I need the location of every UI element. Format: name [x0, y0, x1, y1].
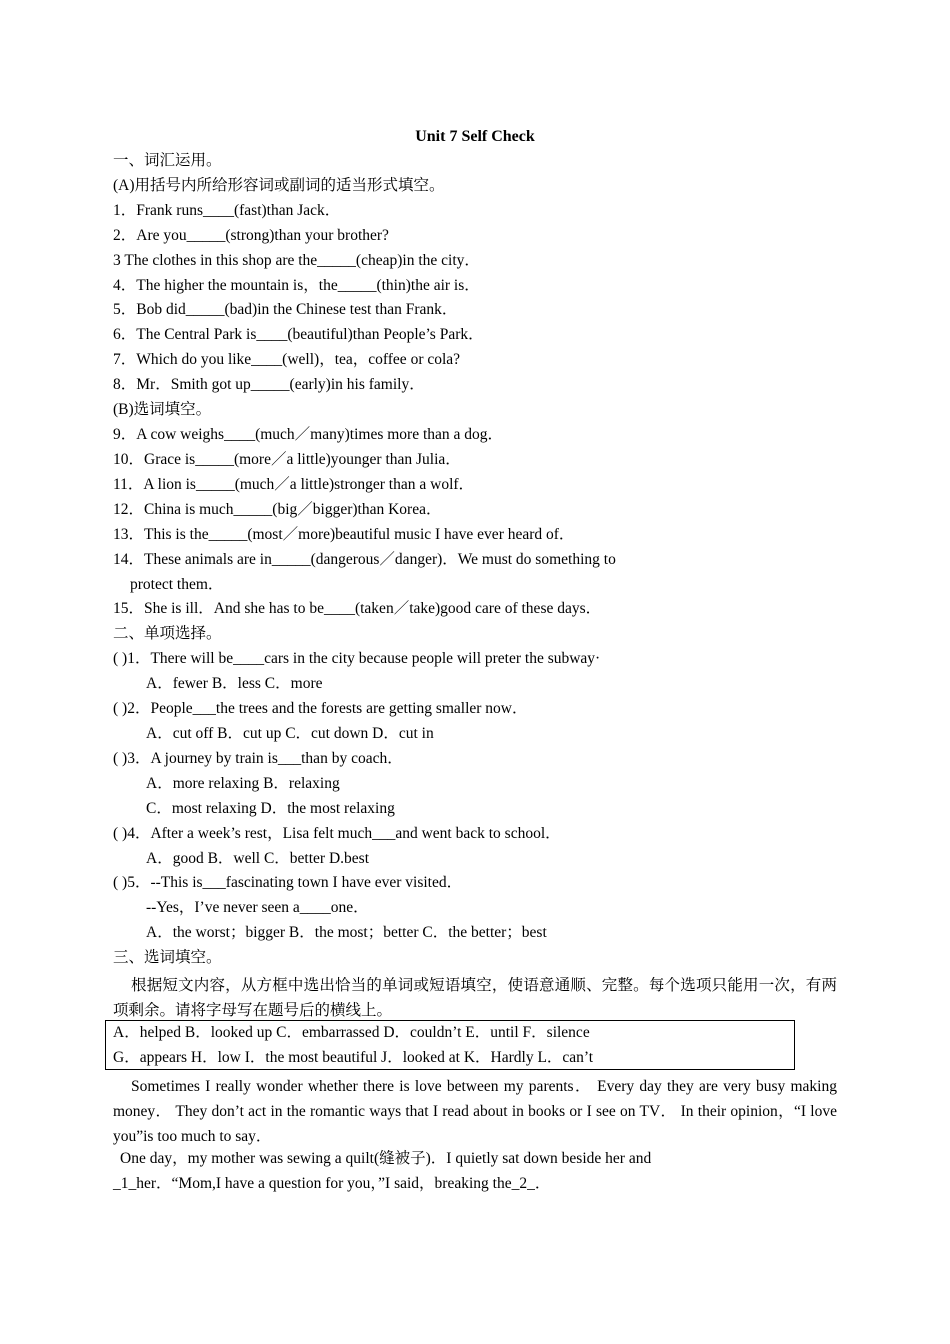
question-14: 14．These animals are in_____(dangerous／danger)．We must do something to: [113, 551, 616, 568]
passage-end: ．: [534, 1175, 551, 1192]
question-9: 9．A cow weighs____(much／many)times more than a dog．: [113, 426, 504, 443]
question-1: 1．Frank runs____(fast)than Jack．: [113, 202, 341, 219]
passage-paragraph-1: Sometimes I really wonder whether there is love between my parents． Every day they are very busy making money． They don’t act in the romantic ways that I read about in books or I see on TV． In their opinion，“I love you”is too much to say．: [113, 1078, 837, 1145]
part-a-heading: (A)用括号内所给形容词或副词的适当形式填空。: [113, 177, 445, 194]
question-14-continued: protect them．: [130, 576, 224, 593]
word-bank-line-1: A．helped B．looked up C．embarrassed D．couldn’t E．until F．silence: [113, 1024, 590, 1041]
mc-question-3: ( )3．A journey by train is___than by coach．: [113, 750, 403, 767]
question-12: 12．China is much_____(big／bigger)than Korea．: [113, 501, 442, 518]
mc-options-3a: A．more relaxing B．relaxing: [146, 775, 340, 792]
question-13: 13．This is the_____(most／more)beautiful music I have ever heard of．: [113, 526, 575, 543]
question-3: 3 The clothes in this shop are the_____(cheap)in the city．: [113, 252, 480, 269]
blank-2: _2_: [511, 1175, 535, 1192]
passage-paragraph-2-line-1: One day，my mother was sewing a quilt(缝被子)．I quietly sat down beside her and: [120, 1150, 652, 1167]
page-title: Unit 7 Self Check: [415, 128, 535, 145]
mc-options-4: A．good B．well C．better D.best: [146, 850, 370, 867]
mc-options-1: A．fewer B．less C．more: [146, 675, 323, 692]
section3-instruction: 根据短文内容，从方框中选出恰当的单词或短语填空，使语意通顺、完整。每个选项只能用一次，有两项剩余。请将字母写在题号后的横线上。: [113, 977, 837, 1019]
question-7: 7．Which do you like____(well)，tea，coffee or cola?: [113, 351, 461, 368]
section2-heading: 二、单项选择。: [113, 625, 222, 642]
mc-options-5: A．the worst；bigger B．the most；better C．the better；best: [146, 924, 547, 941]
word-bank-line-2: G．appears H．low I．the most beautiful J．looked at K．Hardly L．can’t: [113, 1049, 594, 1066]
mc-options-3b: C．most relaxing D．the most relaxing: [146, 800, 395, 817]
question-4: 4．The higher the mountain is，the_____(thin)the air is．: [113, 277, 480, 294]
mc-options-2: A．cut off B．cut up C．cut down D．cut in: [146, 725, 434, 742]
passage-text: her．“Mom,I have a question for you，”I said，breaking the: [136, 1175, 512, 1192]
part-b-heading: (B)选词填空。: [113, 401, 212, 418]
mc-question-4: ( )4．After a week’s rest，Lisa felt much___and went back to school．: [113, 825, 561, 842]
question-5: 5．Bob did_____(bad)in the Chinese test than Frank．: [113, 301, 458, 318]
section3-heading: 三、选词填空。: [113, 949, 222, 966]
question-10: 10．Grace is_____(more／a little)younger than Julia．: [113, 451, 461, 468]
mc-question-5: ( )5．--This is___fascinating town I have ever visited．: [113, 874, 463, 891]
passage-paragraph-2-line-2: [113, 1174, 550, 1194]
blank-1: _1_: [113, 1175, 137, 1192]
question-2: 2．Are you_____(strong)than your brother?: [113, 227, 389, 244]
question-8: 8．Mr．Smith got up_____(early)in his family．: [113, 376, 425, 393]
mc-question-5-dialog: --Yes，I’ve never seen a____one．: [146, 899, 369, 916]
mc-question-1: ( )1．There will be____cars in the city because people will preter the subway·: [113, 650, 601, 667]
question-11: 11．A lion is_____(much／a little)stronger than a wolf．: [113, 476, 475, 493]
question-15: 15．She is ill．And she has to be____(taken／take)good care of these days．: [113, 600, 602, 617]
question-6: 6．The Central Park is____(beautiful)than People’s Park．: [113, 326, 484, 343]
section1-heading: 一、词汇运用。: [113, 152, 222, 169]
mc-question-2: ( )2．People___the trees and the forests are getting smaller now．: [113, 700, 528, 717]
